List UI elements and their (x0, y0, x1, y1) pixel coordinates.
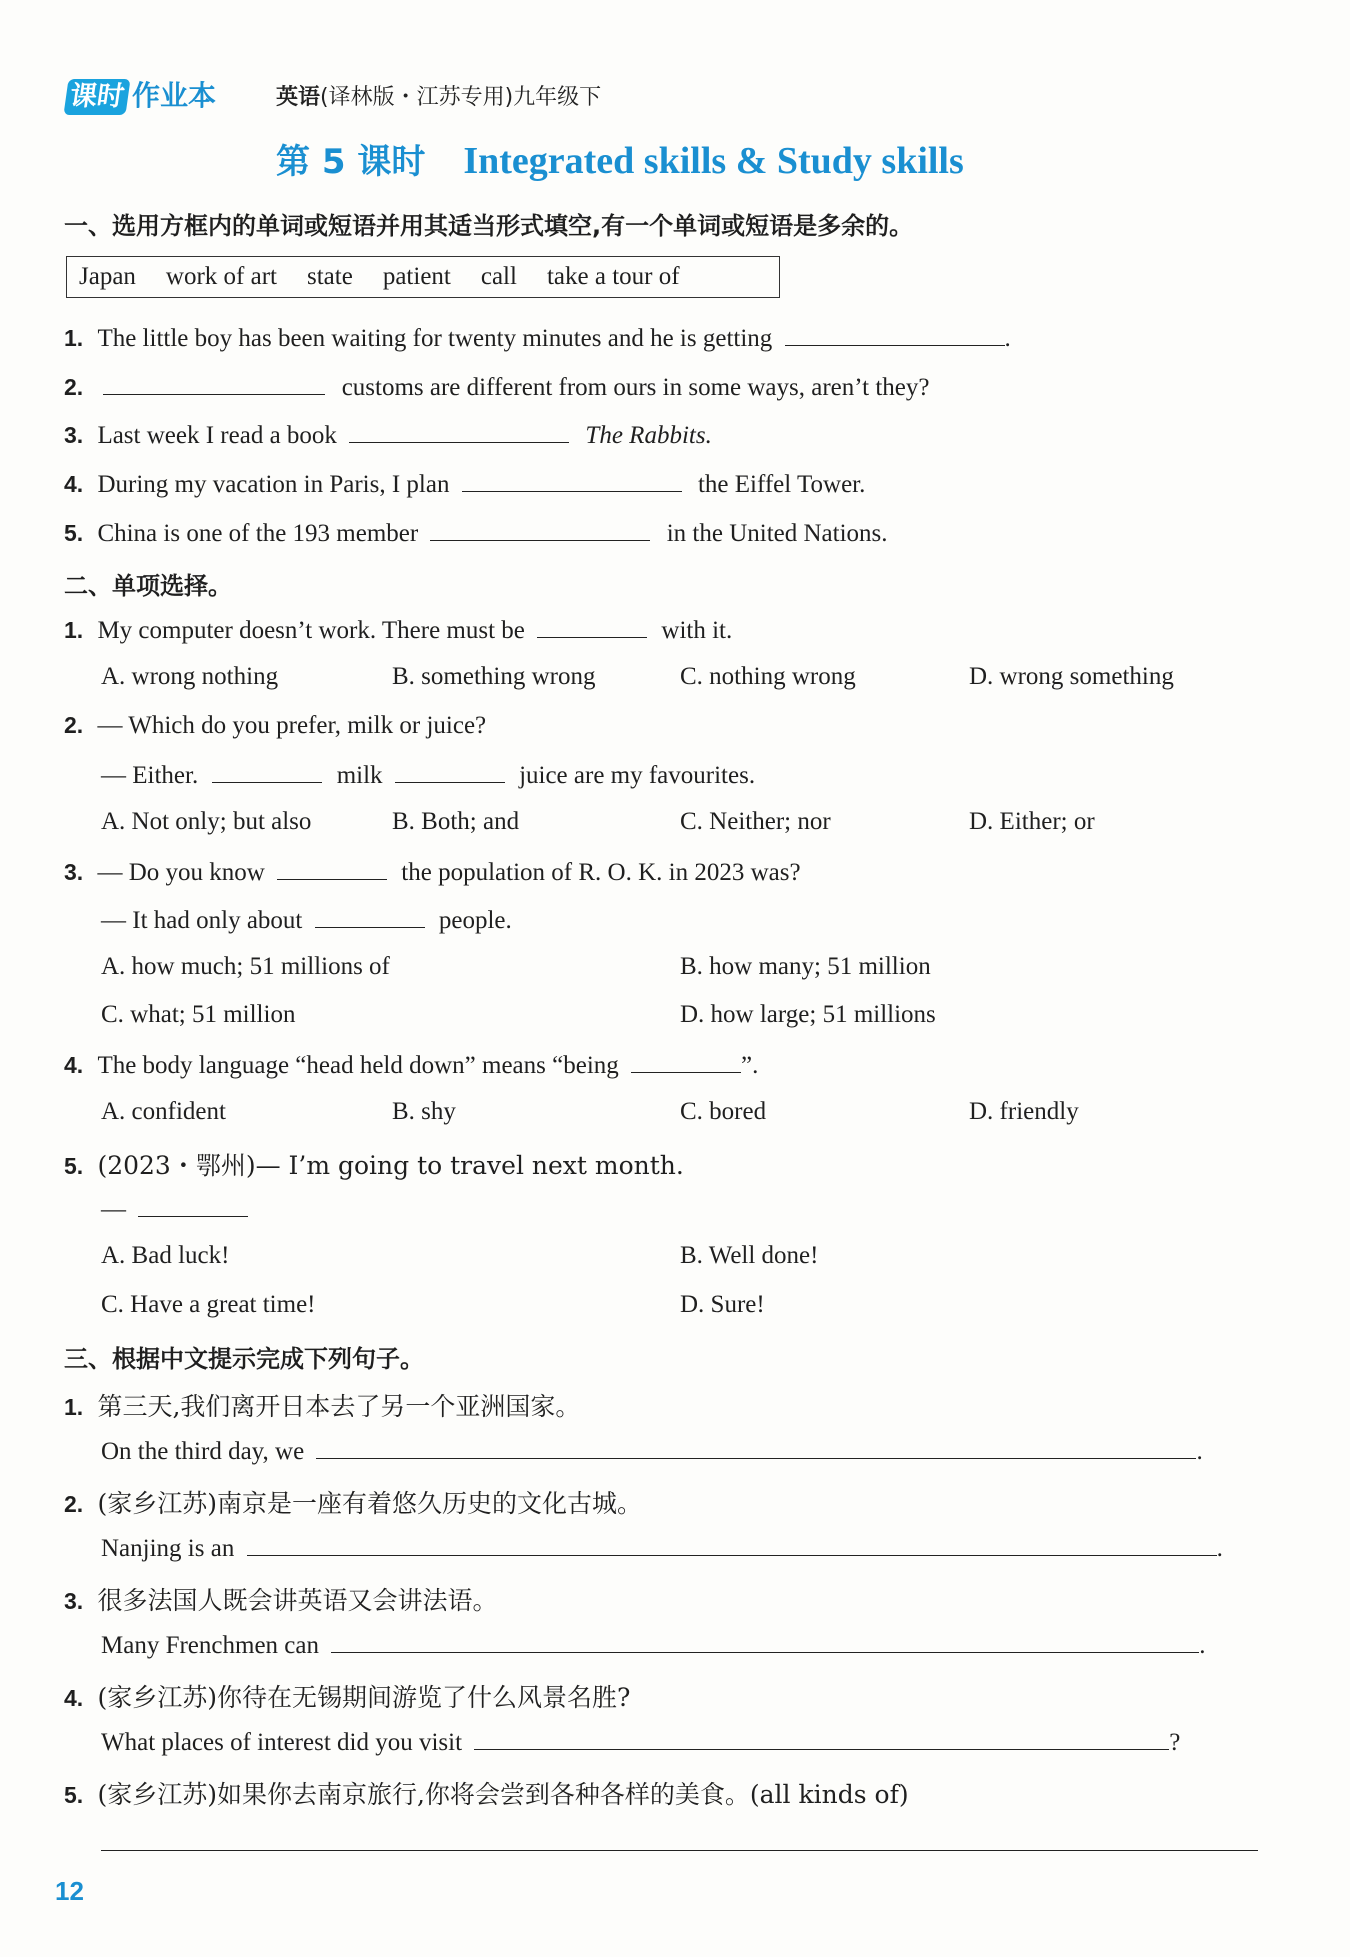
s3-q5-cn: 5. (家乡江苏)如果你去南京旅行,你将会尝到各种各样的美食。(all kinds of) (64, 1780, 909, 1809)
s2-q5-opt-c[interactable]: C. Have a great time! (101, 1291, 316, 1318)
word-3: state (307, 263, 353, 290)
header-logo (66, 74, 216, 115)
s2-q1-opt-a[interactable]: A. wrong nothing (101, 663, 279, 690)
s3-q1-en: On the third day, we . (101, 1438, 1203, 1465)
s1-q5: 5. China is one of the 193 member in the United Nations. (64, 520, 888, 547)
word-6: take a tour of (546, 263, 680, 290)
s2-q4-opt-a[interactable]: A. confident (101, 1098, 226, 1125)
lesson-number: 第 5 课时 (276, 142, 426, 182)
answer-blank[interactable] (138, 1194, 248, 1217)
answer-blank[interactable] (537, 615, 647, 638)
word-5: call (480, 263, 517, 290)
answer-blank[interactable] (247, 1533, 1217, 1556)
s3-q2-cn: 2. (家乡江苏)南京是一座有着悠久历史的文化古城。 (64, 1489, 642, 1518)
s3-q4-en: What places of interest did you visit ? (101, 1729, 1181, 1756)
s2-q5-line2: — (101, 1194, 248, 1224)
s3-q1-cn: 1. 第三天,我们离开日本去了另一个亚洲国家。 (64, 1392, 581, 1421)
s2-q5-opt-b[interactable]: B. Well done! (680, 1242, 819, 1269)
s1-q1: 1. The little boy has been waiting for twenty minutes and he is getting . (64, 325, 1011, 352)
answer-blank[interactable] (395, 760, 505, 783)
s2-q1-opt-d[interactable]: D. wrong something (969, 663, 1174, 690)
s2-q4-opt-d[interactable]: D. friendly (969, 1098, 1079, 1125)
word-1: Japan (79, 263, 136, 290)
subject-edition: (译林版・江苏专用)九年级下 (320, 85, 602, 110)
answer-blank[interactable] (349, 420, 569, 443)
s2-q2-opt-c[interactable]: C. Neither; nor (680, 808, 831, 835)
s2-q1-opt-c[interactable]: C. nothing wrong (680, 663, 856, 690)
answer-blank[interactable] (277, 857, 387, 880)
subject-name: 英语 (276, 85, 321, 110)
subject-line (276, 80, 601, 111)
word-4: patient (382, 263, 451, 290)
s2-q2-line1: 2. — Which do you prefer, milk or juice? (64, 712, 487, 739)
s2-q3-opt-b[interactable]: B. how many; 51 million (680, 953, 931, 980)
word-box (66, 256, 780, 298)
answer-blank[interactable] (316, 1436, 1196, 1459)
s3-q3-cn: 3. 很多法国人既会讲英语又会讲法语。 (64, 1586, 498, 1615)
page-number: 12 (55, 1876, 84, 1906)
answer-blank[interactable] (212, 760, 322, 783)
s2-q5-opt-a[interactable]: A. Bad luck! (101, 1242, 230, 1269)
s3-q4-cn: 4. (家乡江苏)你待在无锡期间游览了什么风景名胜? (64, 1683, 631, 1712)
logo-box: 课时 (63, 79, 130, 115)
answer-blank[interactable] (103, 372, 325, 395)
answer-blank[interactable] (331, 1630, 1199, 1653)
s2-q5-opt-d[interactable]: D. Sure! (680, 1291, 765, 1318)
s3-q2-en: Nanjing is an . (101, 1535, 1223, 1562)
s2-q4-opt-c[interactable]: C. bored (680, 1098, 767, 1125)
section2-heading: 二、单项选择。 (64, 572, 232, 600)
logo-text: 作业本 (132, 79, 217, 112)
s2-q1: 1. My computer doesn’t work. There must be with it. (64, 617, 733, 644)
s2-q3-opt-c[interactable]: C. what; 51 million (101, 1001, 296, 1028)
answer-blank[interactable] (785, 323, 1005, 346)
lesson-title (276, 134, 964, 183)
answer-blank[interactable] (474, 1727, 1169, 1750)
s2-q2-line2: — Either. milk juice are my favourites. (101, 762, 756, 789)
s2-q2-opt-d[interactable]: D. Either; or (969, 808, 1095, 835)
word-2: work of art (165, 263, 277, 290)
s3-q3-en: Many Frenchmen can . (101, 1632, 1206, 1659)
s2-q3-opt-d[interactable]: D. how large; 51 millions (680, 1001, 936, 1028)
s2-q2-opt-a[interactable]: A. Not only; but also (101, 808, 312, 835)
s1-q2: 2. customs are different from ours in some ways, aren’t they? (64, 374, 930, 401)
s2-q3-line1: 3. — Do you know the population of R. O. K. in 2023 was? (64, 859, 801, 886)
s2-q5-line1: 5. (2023・鄂州)— I’m going to travel next month. (64, 1151, 684, 1180)
s1-q3: 3. Last week I read a book The Rabbits. (64, 422, 712, 449)
s1-q4: 4. During my vacation in Paris, I plan the Eiffel Tower. (64, 471, 866, 498)
s2-q3-line2: — It had only about people. (101, 907, 512, 934)
s2-q1-opt-b[interactable]: B. something wrong (392, 663, 596, 690)
s2-q4: 4. The body language “head held down” means “being ”. (64, 1052, 759, 1079)
s2-q3-opt-a[interactable]: A. how much; 51 millions of (101, 953, 390, 980)
s3-q5-answer-line[interactable] (101, 1850, 1258, 1851)
answer-blank[interactable] (315, 905, 425, 928)
answer-blank[interactable] (462, 469, 682, 492)
answer-blank[interactable] (430, 518, 650, 541)
section3-heading: 三、根据中文提示完成下列句子。 (64, 1345, 424, 1373)
s2-q2-opt-b[interactable]: B. Both; and (392, 808, 520, 835)
s2-q4-opt-b[interactable]: B. shy (392, 1098, 456, 1125)
lesson-topic: Integrated skills & Study skills (463, 140, 964, 182)
answer-blank[interactable] (631, 1050, 741, 1073)
section1-heading: 一、选用方框内的单词或短语并用其适当形式填空,有一个单词或短语是多余的。 (64, 212, 914, 240)
